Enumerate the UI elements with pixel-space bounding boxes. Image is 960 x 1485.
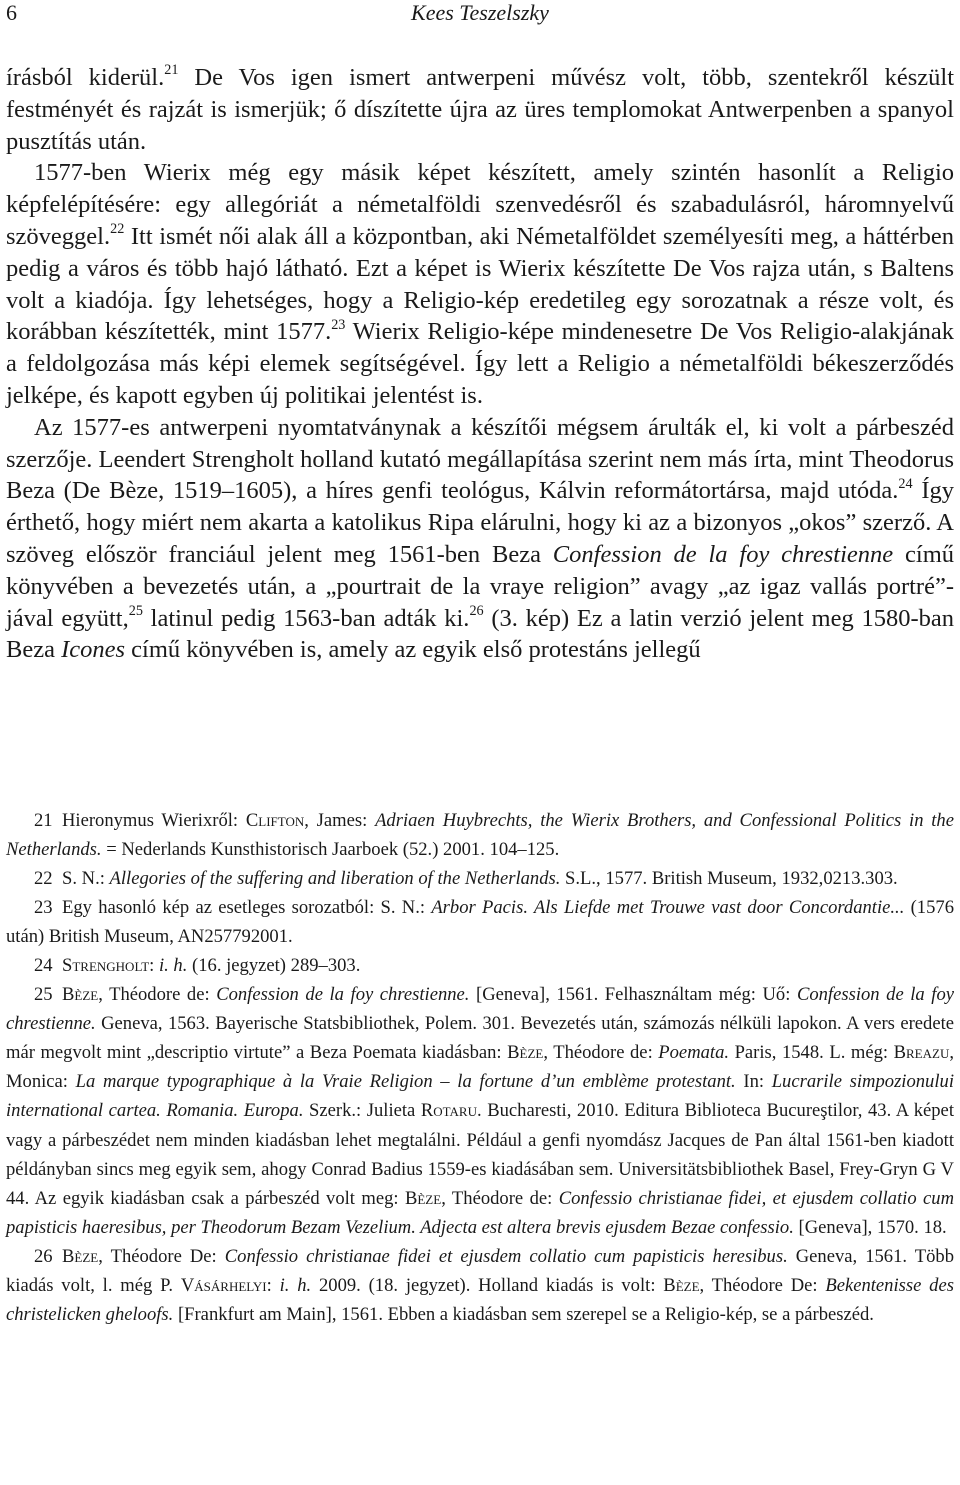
footnote-21 xyxy=(6,806,954,864)
text-run: latinul pedig 1563-ban adták ki. xyxy=(142,604,470,632)
footnote-24 xyxy=(6,951,954,980)
author-name: Clifton xyxy=(245,810,305,831)
text-run: (1576 után) British Museum, AN257792001. xyxy=(6,897,954,948)
footnote-number: 22 xyxy=(34,868,53,890)
paragraph-1 xyxy=(6,62,954,157)
text-run: S.L., 1577. British Museum, 1932,0213.303. xyxy=(560,868,898,890)
work-title: Adriaen Huybrechts, the Wierix Brothers, and Confessional Politics in the Netherlands. xyxy=(6,810,954,861)
footnote-25 xyxy=(6,980,954,1241)
footnote-number: 26 xyxy=(34,1245,53,1267)
text-run: : xyxy=(149,955,159,977)
text-run: : xyxy=(266,1274,280,1296)
author-name: Bèze xyxy=(507,1042,544,1064)
work-title: Poemata. xyxy=(658,1042,730,1064)
work-title: Bekentenisse des christelicken gheloofs. xyxy=(6,1274,954,1325)
work-title: Allegories of the suffering and liberation of the Netherlands. xyxy=(109,868,561,890)
author-name: Bèze xyxy=(62,1245,99,1267)
page-number: 6 xyxy=(6,0,17,25)
text-run: Az 1577-es antwerpeni nyomtatványnak a készítői mégsem árulták el, ki volt a párbeszéd szerzője. Leendert Strengholt holland kutató megállapítása szerint nem más írta, mint Theodorus Beza (De Bèze, 1519–1605), a híres genfi teológus, Kálvin reformátortársa, majd utóda. xyxy=(6,413,954,505)
work-title: La marque typographique à la Vraie Religion – la fortune d’un emblème protestant. xyxy=(75,1071,736,1093)
text-run: (3. kép) Ez a latin verzió jelent meg 1580-ban Beza xyxy=(6,604,954,664)
work-title: Arbor Pacis. Als Liefde met Trouwe vast door Concordantie... xyxy=(431,897,905,919)
running-head-author: Kees Teszelszky xyxy=(411,0,549,25)
text-run: Szerk.: Julieta xyxy=(303,1100,421,1122)
text-run: Wierix Religio-képe mindenesetre De Vos Religio-alakjának a feldolgozása más képi elemek segítségével. Így lett a Religio a németalföldi békeszerződés jelképe, és kapott egyben új politikai jelentést is. xyxy=(6,318,954,409)
footnote-ref-22: 22 xyxy=(110,221,125,238)
text-run: Paris, 1548. L. még: xyxy=(729,1042,894,1064)
text-run: című könyvében a bevezetés után, a „pourtrait de la vraye religion” avagy „az igaz vallás portré”-jával együtt, xyxy=(6,540,954,632)
work-title: i. h. xyxy=(158,955,188,977)
work-title: Confessio christianae fidei et ejusdem collatio cum papisticis heresibus. xyxy=(224,1245,788,1267)
author-name: Breazu xyxy=(893,1042,950,1064)
footnotes xyxy=(6,806,954,1329)
paragraph-2 xyxy=(6,157,954,411)
author-name: Bèze xyxy=(62,984,99,1006)
text-run: (16. jegyzet) 289–303. xyxy=(187,955,361,977)
footnote-ref-23: 23 xyxy=(331,316,346,333)
footnote-number: 23 xyxy=(34,897,53,919)
text-run: Így érthető, hogy miért nem akarta a katolikus Ripa elárulni, hogy ki az a bizonyos „okos” szerző. A szöveg először franciául jelent meg 1561-ben Beza xyxy=(6,477,954,568)
book-title: Confession de la foy chrestienne xyxy=(552,540,894,568)
author-name: Bèze xyxy=(404,1187,442,1209)
footnote-26 xyxy=(6,1242,954,1329)
author-name: Vásárhelyi xyxy=(180,1274,267,1296)
text-run: Geneva, 1561. Több kiadás volt, l. még P. xyxy=(6,1245,954,1296)
text-run: , Monica: xyxy=(6,1042,954,1093)
text-run: , Théodore de: xyxy=(98,984,217,1006)
text-run: , Théodore de: xyxy=(441,1187,559,1209)
author-name: Strengholt xyxy=(62,955,150,977)
footnote-number: 21 xyxy=(34,810,53,831)
footnote-ref-25: 25 xyxy=(128,602,143,619)
text-run: , Théodore De: xyxy=(98,1245,225,1267)
text-run: Itt ismét női alak áll a központban, aki Németalföldet személyesíti meg, a háttérben pedig a város és több hajó látható. Ezt a képet is Wierix készítette De Vos rajza után, s Baltens volt a kiadója. Így lehetséges, hogy a Religio-kép eredetileg egy sorozatnak a része volt, és korábban készítették, mint 1577. xyxy=(6,222,954,346)
author-name: Bèze xyxy=(663,1274,700,1296)
footnote-ref-21: 21 xyxy=(164,62,179,79)
paragraph-3 xyxy=(6,412,954,666)
book-title: Icones xyxy=(61,636,126,664)
text-run: [Geneva], 1561. Felhasználtam még: Uő: xyxy=(469,984,797,1006)
footnote-ref-24: 24 xyxy=(898,475,913,492)
text-run: , Théodore de: xyxy=(543,1042,659,1064)
text-run: Geneva, 1563. Bayerische Statsbibliothek, Polem. 301. Bevezetés után, számozás nélküli lapokon. A vers eredete már megvolt mint „descriptio virtute” a Beza Poemata kiadásban: xyxy=(6,1013,954,1064)
text-run: , James: xyxy=(304,810,376,831)
text-run: Egy hasonló kép az esetleges sorozatból: S. N.: xyxy=(62,897,432,919)
work-title: Confession de la foy chrestienne. xyxy=(216,984,470,1006)
author-name: Rotaru xyxy=(420,1100,477,1122)
text-run: írásból kiderül. xyxy=(6,64,165,91)
footnote-23 xyxy=(6,893,954,951)
text-run: , Théodore De: xyxy=(699,1274,826,1296)
text-run: 1577-ben Wierix még egy másik képet készített, amely szintén hasonlít a Religio képfelépítésére: egy allegóriát a németalföldi szenvedésről és szabadulásról, háromnyelvű szöveggel. xyxy=(6,159,954,250)
work-title: Confessio christianae fidei, et ejusdem collatio cum papisticis haeresibus, per Theodorum Bezam Vezelium. Adjecta est altera brevis ejusdem Bezae confessio. xyxy=(6,1187,954,1238)
work-title: Lucrarile simpozionului international cartea. Romania. Europa. xyxy=(6,1071,954,1122)
text-run: című könyvében is, amely az egyik első protestáns jellegű xyxy=(125,636,701,664)
text-run: S. N.: xyxy=(62,868,110,890)
text-run: 2009. (18. jegyzet). Holland kiadás is volt: xyxy=(311,1274,664,1296)
main-text xyxy=(6,62,954,666)
footnote-ref-26: 26 xyxy=(469,602,484,619)
footnote-number: 25 xyxy=(34,984,53,1006)
text-run: In: xyxy=(735,1071,772,1093)
page-header xyxy=(6,0,954,30)
text-run: . Bucharesti, 2010. Editura Biblioteca Bucureştilor, 43. A képet vagy a párbeszédet nem minden kiadásban lehet megtalálni. Például a genfi nyomdász Jacques de Pan által 1561-ben kiadott példányban sincs meg egyik sem, ahogy Conrad Badius 1559-es kiadásában sem. Universitätsbibliothek Basel, Frey-Gryn G V 44. Az egyik kiadásban csak a párbeszéd volt meg: xyxy=(6,1100,954,1209)
text-run: = Nederlands Kunsthistorisch Jaarboek (52.) 2001. 104–125. xyxy=(101,839,560,861)
text-run: De Vos igen ismert antwerpeni művész volt, több, szentekről készült festményét és rajzát is ismerjük; ő díszítette újra az üres templomokat Antwerpenben a spanyol pusztítás után. xyxy=(6,64,955,155)
work-title: Confession de la foy chrestienne. xyxy=(6,984,954,1035)
text-run: Hieronymus Wierixről: xyxy=(62,810,246,831)
text-run: [Frankfurt am Main], 1561. Ebben a kiadásban sem szerepel se a Religio-kép, se a párbeszéd. xyxy=(173,1303,874,1325)
work-title: i. h. xyxy=(279,1274,312,1296)
text-run: [Geneva], 1570. 18. xyxy=(793,1216,947,1238)
footnote-number: 24 xyxy=(34,955,53,977)
footnote-22 xyxy=(6,864,954,893)
